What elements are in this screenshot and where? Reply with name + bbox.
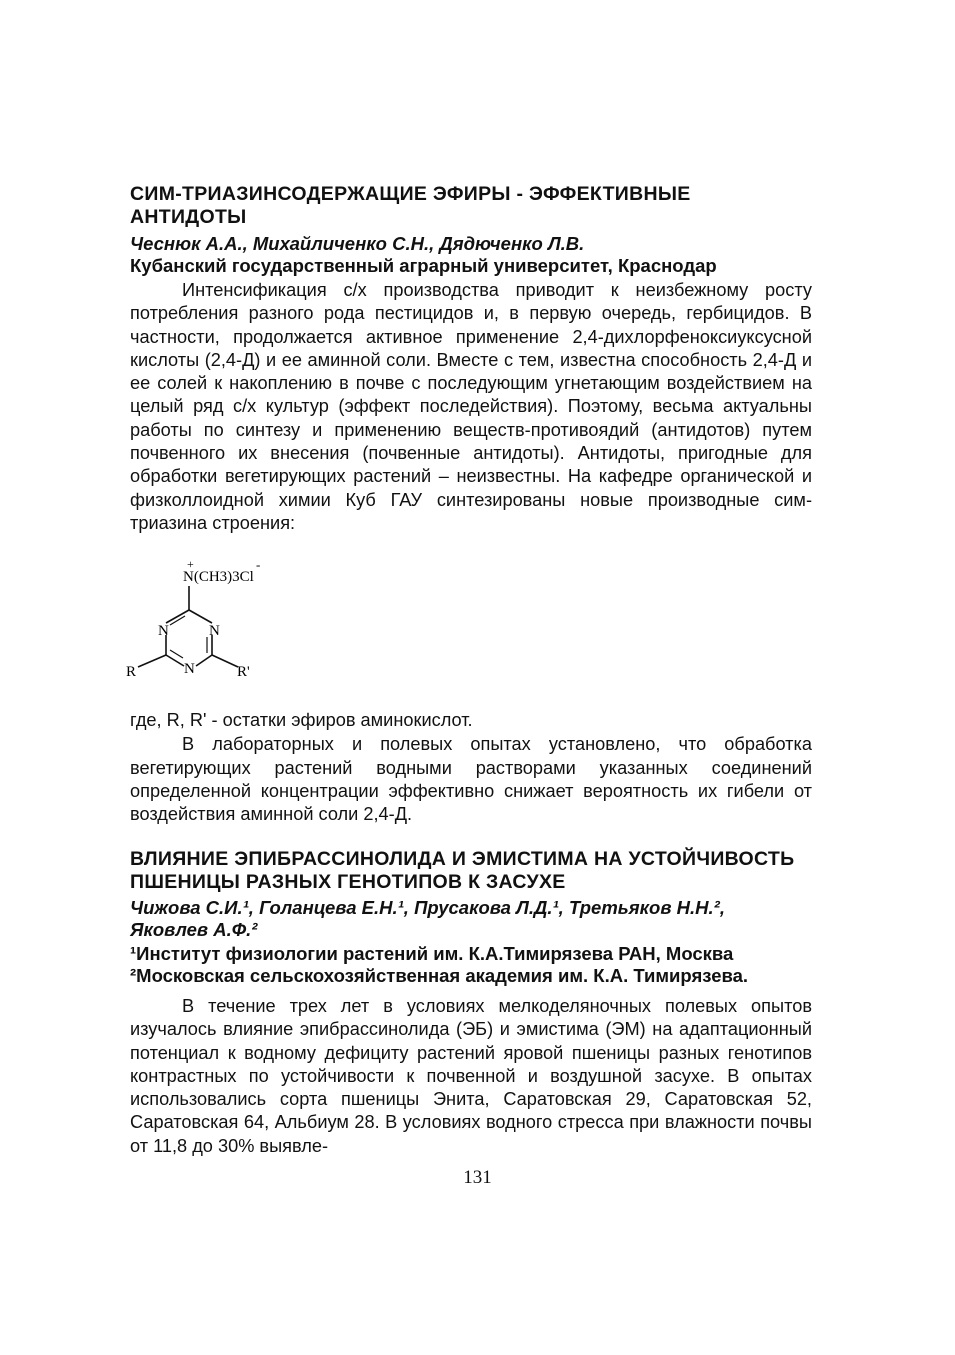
article-2-affiliation-1: ¹Институт физиологии растений им. К.А.Тимирязева РАН, Москва [130,943,734,964]
bond-left-sub [138,655,166,667]
article-1-authors: Чеснюк А.А., Михайличенко С.Н., Дядюченко Л.В. [130,233,585,254]
ring-atom-n-right: N [209,623,220,639]
substituent-r: R [126,664,137,680]
article-1-title: СИМ-ТРИАЗИНСОДЕРЖАЩИЕ ЭФИРЫ - ЭФФЕКТИВНЫЕ АНТИДОТЫ [130,183,691,228]
page-number: 131 [463,1167,492,1188]
article-2-authors-line-1: Чижова С.И.¹, Голанцева Е.Н.¹, Прусакова Л.Д.¹, Третьяков Н.Н.², [130,897,725,918]
ring-atom-n-bottom: N [184,661,195,677]
article-2 [130,848,812,1158]
article-2-title: ВЛИЯНИЕ ЭПИБРАССИНОЛИДА И ЭМИСТИМА НА УСТОЙЧИВОСТЬ ПШЕНИЦЫ РАЗНЫХ ГЕНОТИПОВ К ЗАСУХЕ [130,848,795,893]
bond-ring-double-3 [170,650,183,658]
bond-ring-2 [189,610,212,623]
substituent-r-prime: R' [237,664,250,680]
article-1-where-text: где, R, R' - остатки эфиров аминокислот. [130,710,473,730]
article-1-affiliation: Кубанский государственный аграрный университет, Краснодар [130,255,717,276]
bond-ring-6 [196,655,212,666]
article-1 [130,183,812,535]
article-1-paragraph-2: В лабораторных и полевых опытах установлено, что обработка вегетирующих растений водными растворами указанных соединений определенной концентрации эффективно снижает вероятность их гибели от воздействия аминной соли 2,4-Д. [130,734,812,825]
article-1-continued [130,709,812,826]
article-2-authors-line-2: Яковлев А.Ф.² [130,919,258,940]
triazine-structure-diagram [120,555,280,685]
article-2-paragraph-1: В течение трех лет в условиях мелкоделяночных полевых опытов изучалось влияние эпибрассинолида (ЭБ) и эмистима (ЭМ) на адаптационный потенциал к водному дефициту растений яровой пшеницы разных генотипов контрастных по устойчивости к почвенной и воздушной засухе. В опытах использовались сорта пшеницы Энита, Саратовская 29, Саратовская 52, Саратовская 64, Альбиум 28. В условиях водного стресса при влажности почвы от 11,8 до 30% выявле- [130,996,812,1156]
ring-atom-n-left: N [158,623,169,639]
structure-minus: - [256,557,261,572]
structure-plus: + [187,557,194,571]
article-2-affiliation-2: ²Московская сельскохозяйственная академия им. К.А. Тимирязева. [130,965,749,986]
structure-top-group: N(CH3)3Cl [183,569,254,585]
bond-right-sub [212,655,238,667]
article-1-paragraph-1: Интенсификация с/х производства приводит к неизбежному росту потребления разного рода пестицидов и, в первую очередь, гербицидов. В частности, продолжается активное применение 2,4-дихлорфеноксиуксусной кислоты (2,4-Д) и ее аминной соли. Вместе с тем, известна способность 2,4-Д и ее солей к накоплению в почве с последующим угнетающим воздействием на целый ряд с/х культур (эффект последействия). Поэтому, весьма актуальны работы по синтезу и применению веществ-противоядий (антидотов) путем почвенного их внесения (почвенные антидоты). Антидоты, пригодные для обработки вегетирующих растений – неизвестны. На кафедре органической и физколлоидной химии Куб ГАУ синтезированы новые производные сим-триазина строения: [130,280,812,533]
